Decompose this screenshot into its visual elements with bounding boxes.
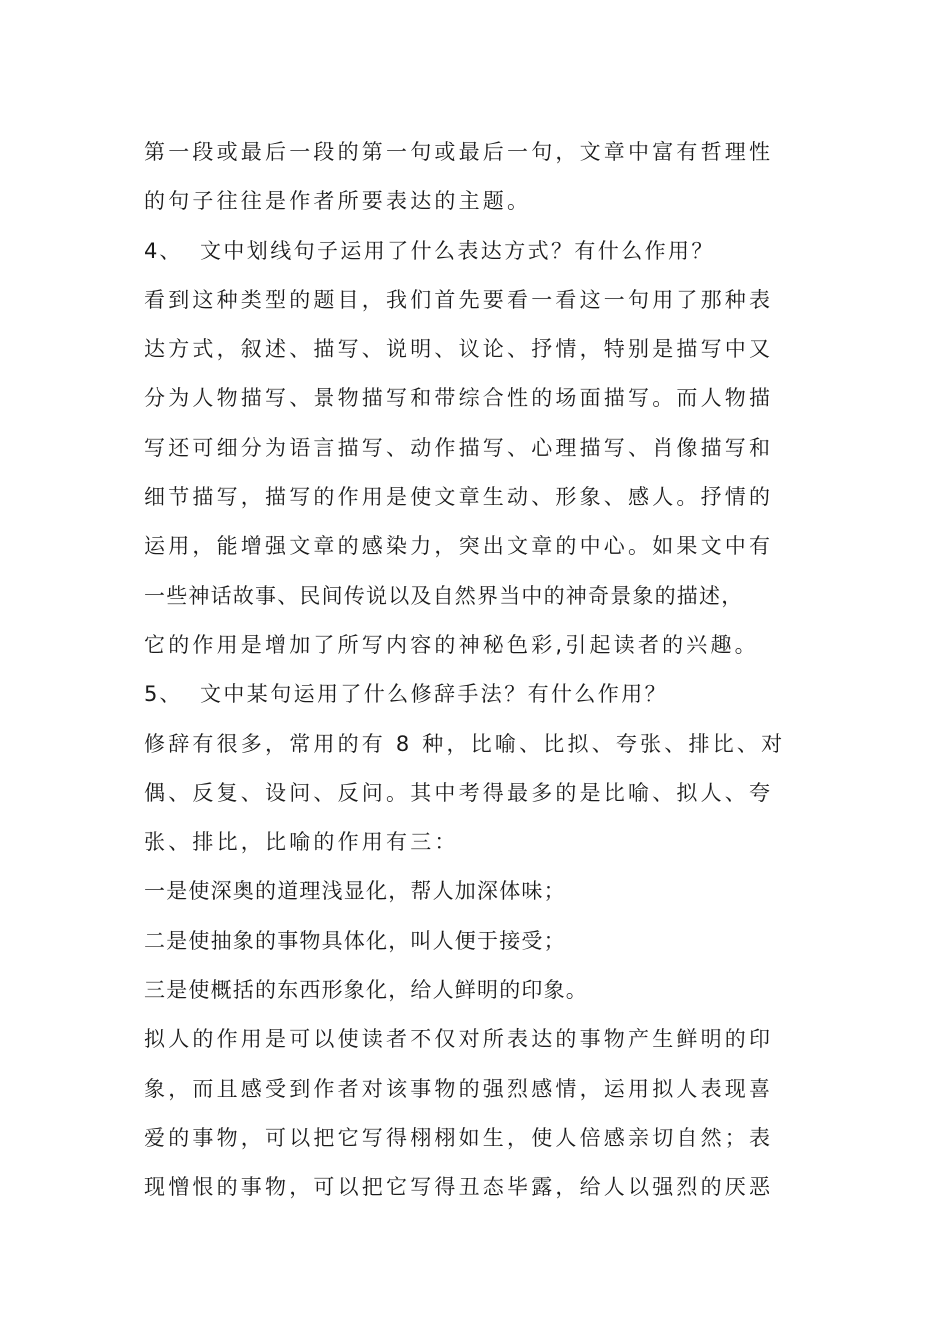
- paragraph-line: 的句子往往是作者所要表达的主题。: [144, 189, 532, 214]
- paragraph-line: 第一段或最后一段的第一句或最后一句，文章中富有哲理性: [144, 140, 774, 164]
- paragraph-line: 偶、反复、设问、反问。其中考得最多的是比喻、拟人、夸: [144, 780, 774, 805]
- paragraph-line: 张、排比，比喻的作用有三：: [144, 830, 459, 855]
- paragraph-line: 它的作用是增加了所写内容的神秘色彩,引起读者的兴趣。: [144, 632, 759, 657]
- paragraph-line: 一是使深奥的道理浅显化，帮人加深体味；: [144, 879, 566, 904]
- paragraph-line: 三是使概括的东西形象化，给人鲜明的印象。: [144, 978, 588, 1003]
- paragraph-line: 拟人的作用是可以使读者不仅对所表达的事物产生鲜明的印: [144, 1027, 774, 1052]
- document-body: [144, 128, 844, 1213]
- paragraph-line: 运用，能增强文章的感染力，突出文章的中心。如果文中有: [144, 534, 774, 559]
- question-heading-5: [144, 670, 844, 719]
- paragraph-line: 看到这种类型的题目，我们首先要看一看这一句用了那种表: [144, 287, 774, 312]
- paragraph-line: 写还可细分为语言描写、动作描写、心理描写、肖像描写和: [144, 435, 774, 460]
- paragraph-line: 现憎恨的事物，可以把它写得丑态毕露，给人以强烈的厌恶: [144, 1175, 774, 1200]
- question-heading-4: [144, 227, 844, 276]
- question-text: 文中划线句子运用了什么表达方式？有什么作用？: [200, 238, 715, 263]
- question-text: 文中某句运用了什么修辞手法？有什么作用？: [200, 682, 668, 707]
- paragraph-line: 爱的事物，可以把它写得栩栩如生，使人倍感亲切自然；表: [144, 1125, 774, 1150]
- question-number: 4、: [144, 238, 183, 263]
- paragraph-line: 达方式，叙述、描写、说明、议论、抒情，特别是描写中又: [144, 337, 774, 362]
- question-number: 5、: [144, 682, 183, 707]
- paragraph-line: 分为人物描写、景物描写和带综合性的场面描写。而人物描: [144, 386, 774, 411]
- paragraph-line: 象，而且感受到作者对该事物的强烈感情，运用拟人表现喜: [144, 1076, 774, 1101]
- paragraph-line: 修辞有很多，常用的有 8 种，比喻、比拟、夸张、排比、对: [144, 731, 786, 756]
- paragraph-line: 细节描写，描写的作用是使文章生动、形象、感人。抒情的: [144, 485, 774, 510]
- paragraph-line: 二是使抽象的事物具体化，叫人便于接受；: [144, 928, 566, 953]
- paragraph-line: 一些神话故事、民间传说以及自然界当中的神奇景象的描述，: [144, 583, 744, 608]
